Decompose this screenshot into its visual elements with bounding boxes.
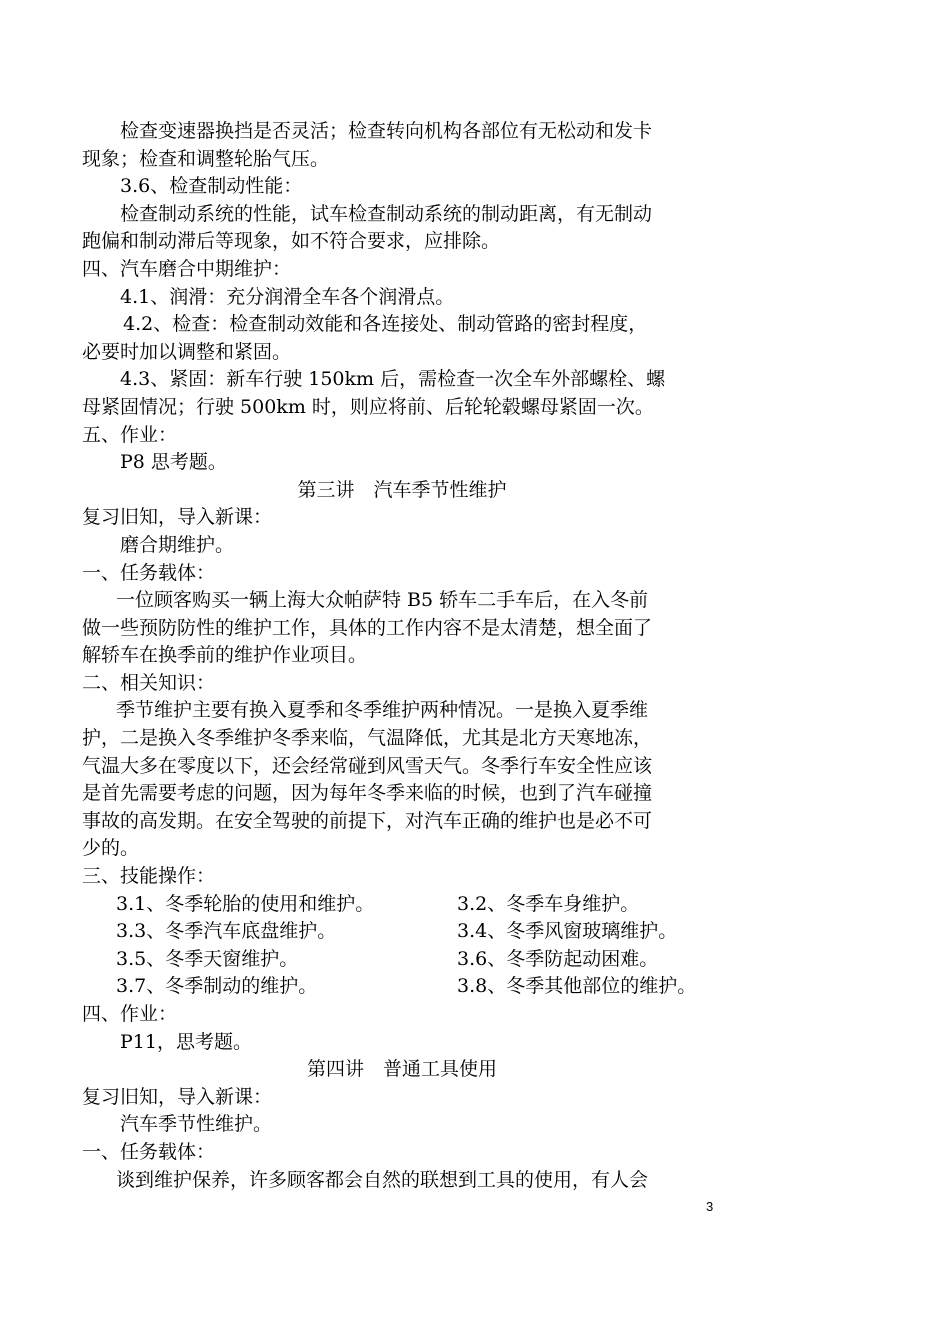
skill-item: 3.1、冬季轮胎的使用和维护。 <box>116 892 375 915</box>
section-heading: 复习旧知，导入新课： <box>82 506 273 529</box>
paragraph-line: 解轿车在换季前的维护作业项目。 <box>82 644 368 667</box>
paragraph-line: P8 思考题。 <box>120 451 227 474</box>
page-number: 3 <box>706 1199 714 1214</box>
paragraph-line: 检查变速器换挡是否灵活；检查转向机构各部位有无松动和发卡 <box>120 120 653 142</box>
paragraph-line: 谈到维护保养，许多顾客都会自然的联想到工具的使用，有人会 <box>116 1168 649 1191</box>
paragraph-line: 是首先需要考虑的问题，因为每年冬季来临的时候，也到了汽车碰撞 <box>82 782 653 805</box>
paragraph-line: 跑偏和制动滞后等现象，如不符合要求，应排除。 <box>82 230 501 253</box>
paragraph-line: 少的。 <box>82 837 140 860</box>
section-heading: 五、作业： <box>82 423 178 446</box>
paragraph-line: 必要时加以调整和紧固。 <box>82 340 292 363</box>
paragraph-line: 汽车季节性维护。 <box>120 1113 273 1136</box>
skill-item: 3.6、冬季防起动困难。 <box>457 947 659 970</box>
document-page <box>82 118 722 1194</box>
list-item: 4.3、紧固：新车行驶 150km 后，需检查一次全车外部螺栓、螺 <box>120 368 666 391</box>
paragraph-line: P11，思考题。 <box>120 1030 252 1053</box>
paragraph-line: 母紧固情况；行驶 500km 时，则应将前、后轮轮毂螺母紧固一次。 <box>82 395 654 418</box>
paragraph-line: 季节维护主要有换入夏季和冬季维护两种情况。一是换入夏季维 <box>116 699 649 722</box>
section-heading: 复习旧知，导入新课： <box>82 1085 273 1108</box>
paragraph-line: 事故的高发期。在安全驾驶的前提下，对汽车正确的维护也是必不可 <box>82 809 653 832</box>
subsection-heading: 3.6、检查制动性能： <box>120 175 303 198</box>
section-heading: 二、相关知识： <box>82 671 216 694</box>
paragraph-line: 护，二是换入冬季维护冬季来临，气温降低，尤其是北方天寒地冻， <box>82 727 653 750</box>
skill-row <box>82 946 722 974</box>
skill-row <box>82 918 722 946</box>
section-heading: 三、技能操作： <box>82 865 216 888</box>
paragraph-line: 做一些预防防性的维护工作，具体的工作内容不是太清楚，想全面了 <box>82 616 653 639</box>
skill-item: 3.3、冬季汽车底盘维护。 <box>116 920 337 943</box>
paragraph-line: 一位顾客购买一辆上海大众帕萨特 B5 轿车二手车后，在入冬前 <box>116 589 649 612</box>
lecture-title: 第四讲 普通工具使用 <box>306 1058 497 1081</box>
section-heading: 四、作业： <box>82 1003 178 1025</box>
paragraph-line: 现象；检查和调整轮胎气压。 <box>82 147 330 170</box>
skill-item: 3.2、冬季车身维护。 <box>457 892 640 915</box>
skill-item: 3.8、冬季其他部位的维护。 <box>457 975 697 998</box>
lecture-title: 第三讲 汽车季节性维护 <box>297 478 507 501</box>
section-heading: 一、任务载体： <box>82 561 216 584</box>
skill-row <box>82 891 722 919</box>
skill-item: 3.5、冬季天窗维护。 <box>116 947 299 970</box>
list-item: 4.1、润滑：充分润滑全车各个润滑点。 <box>120 285 455 308</box>
paragraph-line: 磨合期维护。 <box>120 533 235 556</box>
skill-row <box>82 973 722 1001</box>
section-heading: 四、汽车磨合中期维护： <box>82 257 292 280</box>
paragraph-line: 检查制动系统的性能，试车检查制动系统的制动距离，有无制动 <box>120 202 653 225</box>
section-heading: 一、任务载体： <box>82 1140 216 1163</box>
skill-item: 3.4、冬季风窗玻璃维护。 <box>457 920 678 943</box>
paragraph-line: 气温大多在零度以下，还会经常碰到风雪天气。冬季行车安全性应该 <box>82 754 653 777</box>
list-item: 4.2、检查：检查制动效能和各连接处、制动管路的密封程度， <box>123 313 648 336</box>
skill-item: 3.7、冬季制动的维护。 <box>116 975 318 998</box>
